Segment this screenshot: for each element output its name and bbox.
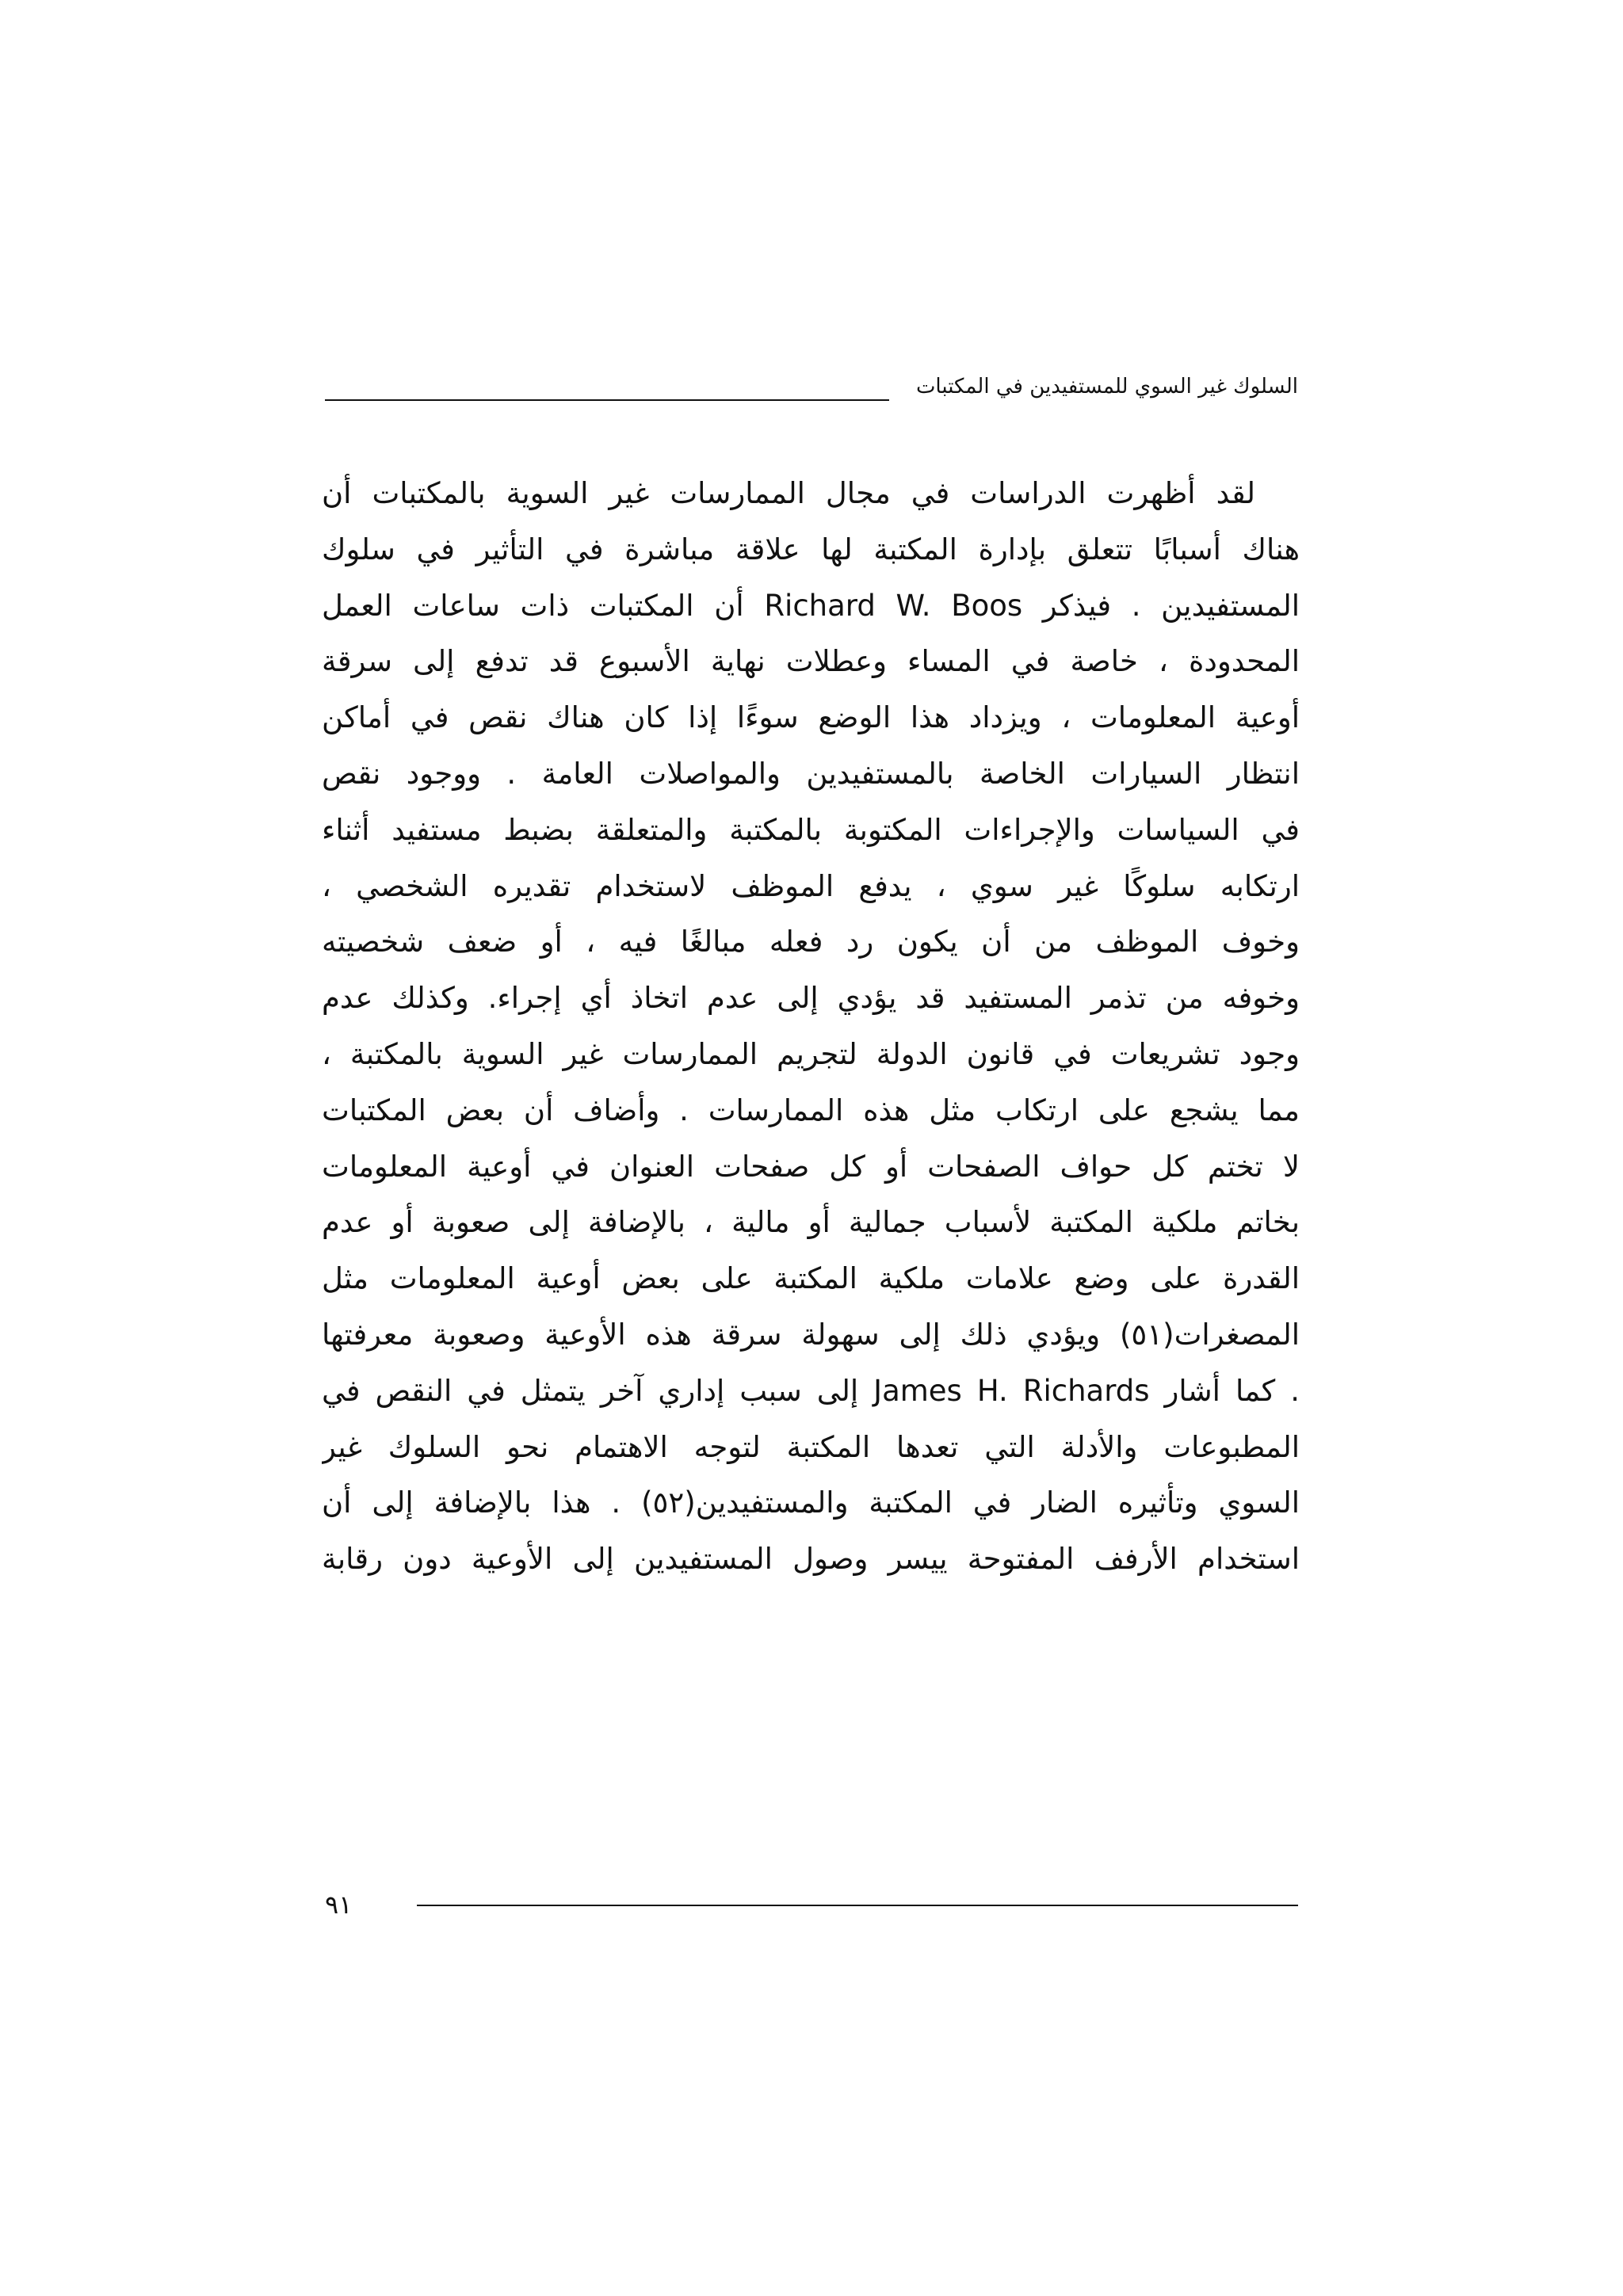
header-rule xyxy=(325,399,889,401)
page-footer xyxy=(325,1886,1298,1925)
text-line: وخوف الموظف من أن يكون رد فعله مبالغًا فيه ، أو ضعف شخصيته xyxy=(322,925,1300,959)
footer-rule xyxy=(417,1905,1298,1906)
text-line: . كما أشار James H. Richards إلى سبب إداري آخر يتمثل في النقص في xyxy=(322,1373,1300,1408)
text-line: المحدودة ، خاصة في المساء وعطلات نهاية الأسبوع قد تدفع إلى سرقة xyxy=(322,644,1300,679)
text-line: استخدام الأرفف المفتوحة ييسر وصول المستفيدين إلى الأوعية دون رقابة xyxy=(322,1542,1300,1577)
text-line: المطبوعات والأدلة التي تعدها المكتبة لتوجه الاهتمام نحو السلوك غير xyxy=(322,1429,1300,1464)
header-title: السلوك غير السوي للمستفيدين في المكتبات xyxy=(915,375,1298,399)
running-header xyxy=(325,372,1298,407)
text-line: وخوفه من تذمر المستفيد قد يؤدي إلى عدم اتخاذ أي إجراء. وكذلك عدم xyxy=(322,981,1300,1016)
text-line: ارتكابه سلوكًا غير سوي ، يدفع الموظف لاستخدام تقديره الشخصي ، xyxy=(322,868,1300,903)
body-paragraph xyxy=(322,466,1300,1588)
text-line: المصغرات(٥١) ويؤدي ذلك إلى سهولة سرقة هذه الأوعية وصعوبة معرفتها xyxy=(322,1317,1300,1352)
text-line: المستفيدين . فيذكر Richard W. Boos أن المكتبات ذات ساعات العمل xyxy=(322,588,1300,623)
text-line: لا تختم كل حواف الصفحات أو كل صفحات العنوان في أوعية المعلومات xyxy=(322,1149,1300,1184)
text-line: انتظار السيارات الخاصة بالمستفيدين والمواصلات العامة . ووجود نقص xyxy=(322,756,1300,791)
text-line: هناك أسبابًا تتعلق بإدارة المكتبة لها علاقة مباشرة في التأثير في سلوك xyxy=(322,532,1300,566)
text-line: مما يشجع على ارتكاب مثل هذه الممارسات . وأضاف أن بعض المكتبات xyxy=(322,1093,1300,1127)
text-line: السوي وتأثيره الضار في المكتبة والمستفيدين(٥٢) . هذا بالإضافة إلى أن xyxy=(322,1486,1300,1520)
text-line: وجود تشريعات في قانون الدولة لتجريم الممارسات غير السوية بالمكتبة ، xyxy=(322,1036,1300,1071)
text-line: بخاتم ملكية المكتبة لأسباب جمالية أو مالية ، بالإضافة إلى صعوبة أو عدم xyxy=(322,1205,1300,1240)
text-line: أوعية المعلومات ، ويزداد هذا الوضع سوءًا إذا كان هناك نقص في أماكن xyxy=(322,700,1300,735)
page-number: ٩١ xyxy=(325,1890,353,1920)
text-line: القدرة على وضع علامات ملكية المكتبة على بعض أوعية المعلومات مثل xyxy=(322,1261,1300,1296)
text-line: في السياسات والإجراءات المكتوبة بالمكتبة والمتعلقة بضبط مستفيد أثناء xyxy=(322,812,1300,847)
text-line: لقد أظهرت الدراسات في مجال الممارسات غير السوية بالمكتبات أن xyxy=(322,476,1255,510)
